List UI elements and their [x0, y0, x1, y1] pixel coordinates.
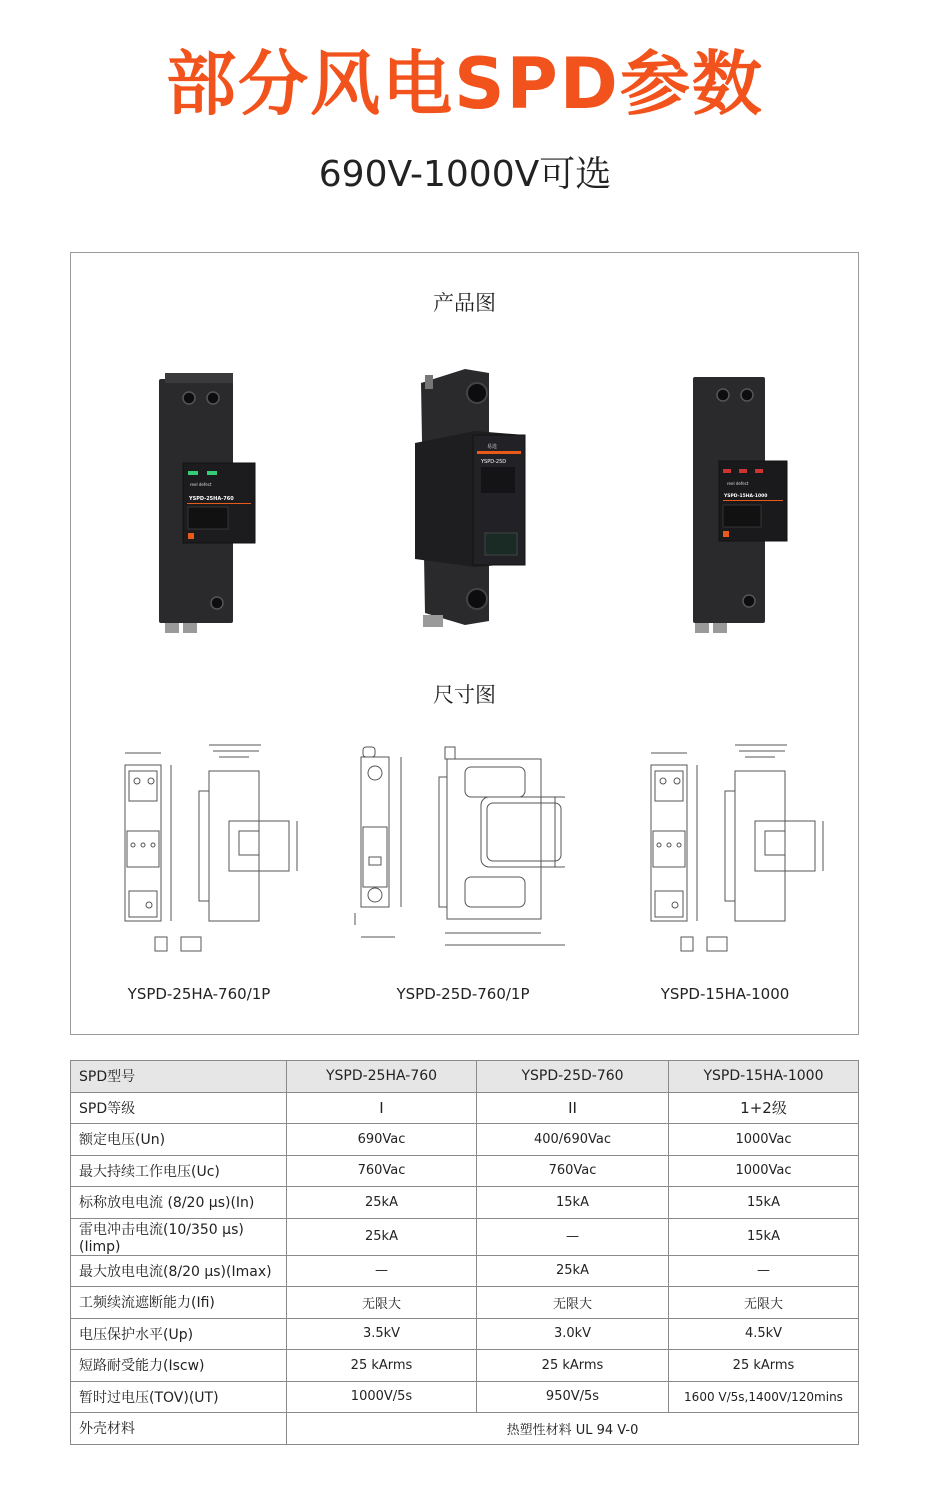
table-row [71, 1187, 859, 1219]
row-value: 1000V/5s [287, 1381, 477, 1413]
row-value: 25 kArms [477, 1350, 669, 1382]
product-image-label: 产品图 [433, 291, 496, 315]
row-value: 25kA [287, 1218, 477, 1255]
row-label: 工频续流遮断能力(Ifi) [71, 1287, 287, 1319]
page-title: 部分风电SPD参数 [166, 43, 764, 125]
row-value: 4.5kV [669, 1318, 859, 1350]
product-photo-15ha-1000 [687, 373, 797, 635]
product-label-model-1: YSPD-25HA-760 [189, 496, 234, 502]
row-value: — [669, 1255, 859, 1287]
table-header-cell: YSPD-25HA-760 [287, 1061, 477, 1093]
table-row [71, 1287, 859, 1319]
model-caption-3: YSPD-15HA-1000 [660, 985, 790, 1003]
table-row [71, 1092, 859, 1124]
row-value: II [477, 1092, 669, 1124]
spec-table [70, 1060, 859, 1445]
product-label-brand-3: reel defect [727, 481, 749, 486]
row-value: 25kA [477, 1255, 669, 1287]
row-value: 25 kArms [669, 1350, 859, 1382]
table-header-row [71, 1061, 859, 1093]
row-label: 最大持续工作电压(Uc) [71, 1155, 287, 1187]
table-row [71, 1124, 859, 1156]
model-caption-2: YSPD-25D-760/1P [396, 985, 530, 1003]
row-value: 无限大 [669, 1287, 859, 1319]
table-row [71, 1350, 859, 1382]
table-row [71, 1413, 859, 1445]
product-panel [70, 252, 859, 1035]
row-value: 3.0kV [477, 1318, 669, 1350]
product-label-model-2: YSPD-25D [481, 459, 507, 465]
product-photo-25d-760 [405, 363, 545, 633]
row-value: 25kA [287, 1187, 477, 1219]
row-label: 外壳材料 [71, 1413, 287, 1445]
row-value: 25 kArms [287, 1350, 477, 1382]
row-label: 暂时过电压(TOV)(UT) [71, 1381, 287, 1413]
row-value: 400/690Vac [477, 1124, 669, 1156]
table-header-cell: YSPD-15HA-1000 [669, 1061, 859, 1093]
row-value: I [287, 1092, 477, 1124]
row-label: 电压保护水平(Up) [71, 1318, 287, 1350]
product-label-brand-2: 易选 [487, 444, 498, 450]
row-label: 标称放电电流 (8/20 µs)(In) [71, 1187, 287, 1219]
row-value: 950V/5s [477, 1381, 669, 1413]
table-row [71, 1381, 859, 1413]
row-value: 热塑性材料 UL 94 V-0 [287, 1413, 859, 1445]
row-label: 额定电压(Un) [71, 1124, 287, 1156]
row-label: SPD等级 [71, 1092, 287, 1124]
row-value: 1000Vac [669, 1155, 859, 1187]
table-row [71, 1218, 859, 1255]
row-label: 雷电冲击电流(10/350 µs)(Iimp) [71, 1218, 287, 1255]
table-header-cell: SPD型号 [71, 1061, 287, 1093]
dimension-drawing-25ha-760 [119, 741, 319, 961]
table-row [71, 1255, 859, 1287]
row-value: 760Vac [477, 1155, 669, 1187]
row-label: 短路耐受能力(Iscw) [71, 1350, 287, 1382]
row-value: 1+2级 [669, 1092, 859, 1124]
row-value: 无限大 [477, 1287, 669, 1319]
dimension-drawing-25d-760 [335, 737, 565, 967]
page-subtitle: 690V-1000V可选 [318, 154, 612, 195]
row-value: 15kA [477, 1187, 669, 1219]
model-caption-1: YSPD-25HA-760/1P [127, 985, 271, 1003]
dimension-image-label: 尺寸图 [433, 683, 496, 707]
dimension-drawing-15ha-1000 [645, 741, 845, 961]
product-label-brand-1: reel defect [190, 482, 212, 487]
row-value: 1000Vac [669, 1124, 859, 1156]
row-label: 最大放电电流(8/20 µs)(Imax) [71, 1255, 287, 1287]
row-value: 1600 V/5s,1400V/120mins [669, 1381, 859, 1413]
row-value: 15kA [669, 1187, 859, 1219]
product-photo-25ha-760 [155, 373, 265, 635]
row-value: 760Vac [287, 1155, 477, 1187]
table-row [71, 1155, 859, 1187]
row-value: — [477, 1218, 669, 1255]
row-value: 3.5kV [287, 1318, 477, 1350]
table-row [71, 1318, 859, 1350]
product-label-model-3: YSPD-15HA-1000 [724, 494, 768, 499]
row-value: 无限大 [287, 1287, 477, 1319]
row-value: 15kA [669, 1218, 859, 1255]
row-value: 690Vac [287, 1124, 477, 1156]
row-value: — [287, 1255, 477, 1287]
table-header-cell: YSPD-25D-760 [477, 1061, 669, 1093]
